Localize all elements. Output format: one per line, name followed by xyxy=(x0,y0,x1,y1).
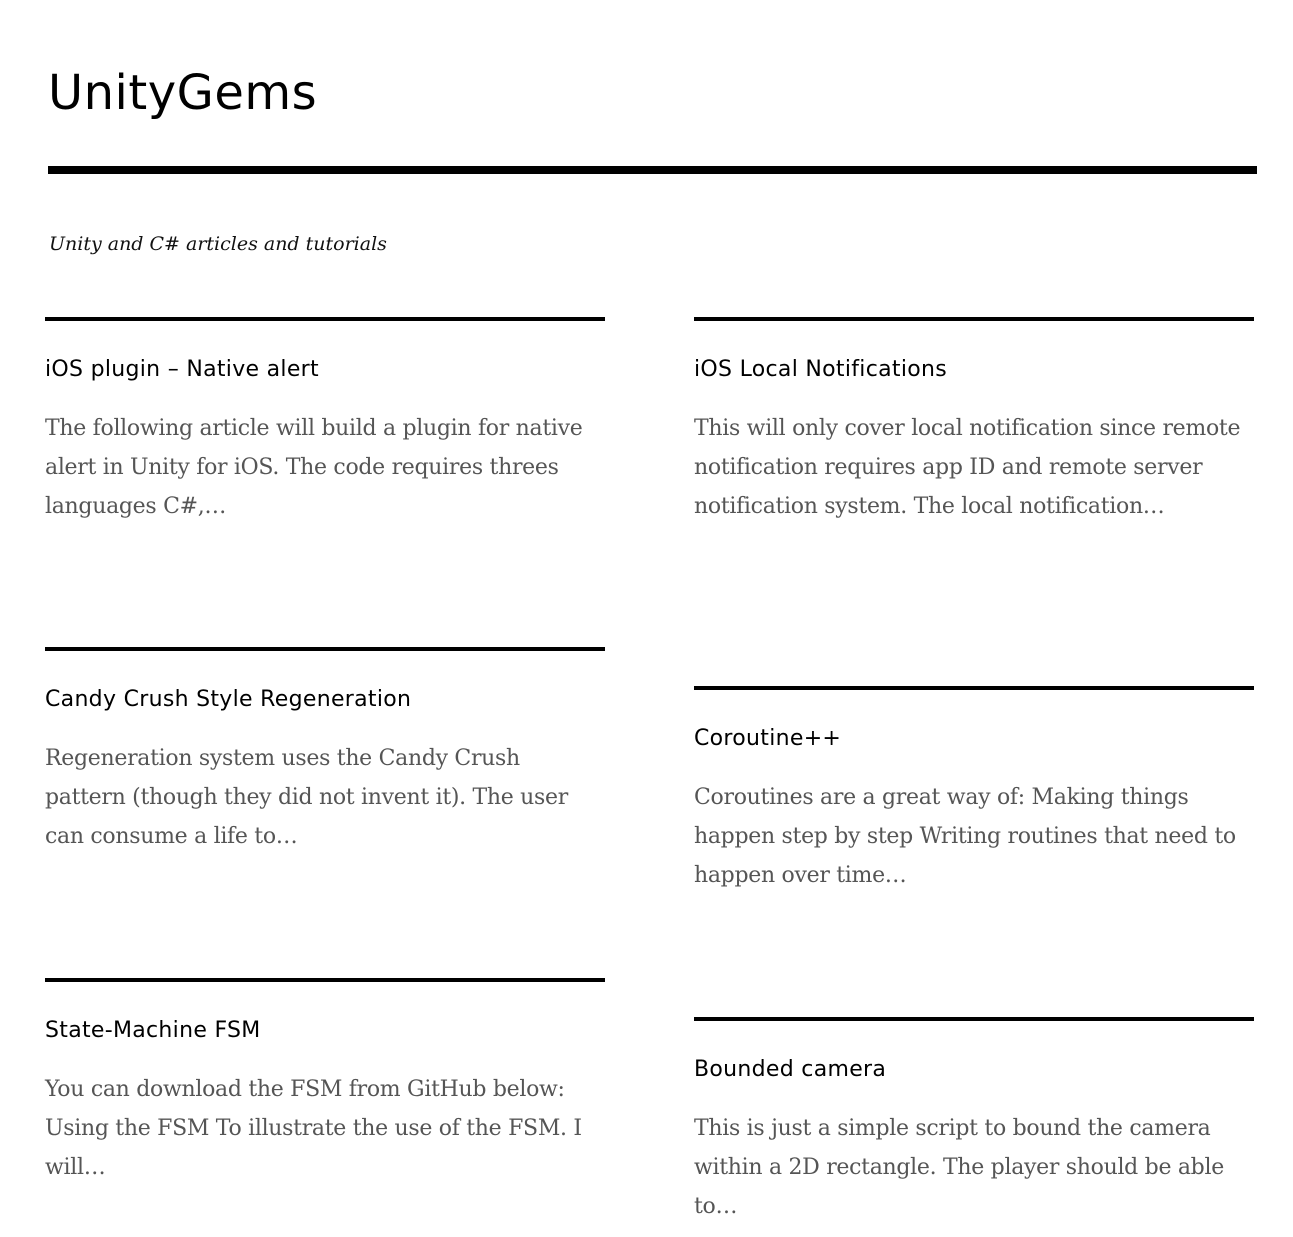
post-title-link[interactable]: Bounded camera xyxy=(694,1057,887,1082)
post-divider xyxy=(45,647,605,651)
post-excerpt: This will only cover local notification since remote notification requires app ID and remote server notification system. The local notification… xyxy=(694,416,1241,519)
post-excerpt: The following article will build a plugin for native alert in Unity for iOS. The code requires threes languages C#,… xyxy=(45,416,583,519)
post-divider xyxy=(45,978,605,982)
post-excerpt: This is just a simple script to bound the camera within a 2D rectangle. The player should be able to… xyxy=(694,1116,1224,1219)
post-title-link[interactable]: State-Machine FSM xyxy=(45,1018,261,1043)
post-card xyxy=(694,1017,1254,1226)
post-title-link[interactable]: Coroutine++ xyxy=(694,726,842,751)
post-card xyxy=(45,978,605,1187)
post-divider xyxy=(694,1017,1254,1021)
post-card xyxy=(45,647,605,856)
post-divider xyxy=(45,317,605,321)
post-title-link[interactable]: iOS plugin – Native alert xyxy=(45,357,319,382)
post-excerpt: Coroutines are a great way of: Making things happen step by step Writing routines that need to happen over time… xyxy=(694,785,1236,888)
post-divider xyxy=(694,317,1254,321)
post-divider xyxy=(694,686,1254,690)
post-excerpt: Regeneration system uses the Candy Crush pattern (though they did not invent it). The user can consume a life to… xyxy=(45,746,568,849)
post-title-link[interactable]: iOS Local Notifications xyxy=(694,357,947,382)
post-card xyxy=(694,317,1254,526)
post-title-link[interactable]: Candy Crush Style Regeneration xyxy=(45,687,412,712)
header-divider xyxy=(48,166,1257,174)
site-title-link[interactable]: UnityGems xyxy=(48,65,318,121)
site-tagline: Unity and C# articles and tutorials xyxy=(49,233,387,255)
post-excerpt: You can download the FSM from GitHub below: Using the FSM To illustrate the use of the FSM. I will… xyxy=(45,1077,582,1180)
post-card xyxy=(45,317,605,526)
post-card xyxy=(694,686,1254,895)
